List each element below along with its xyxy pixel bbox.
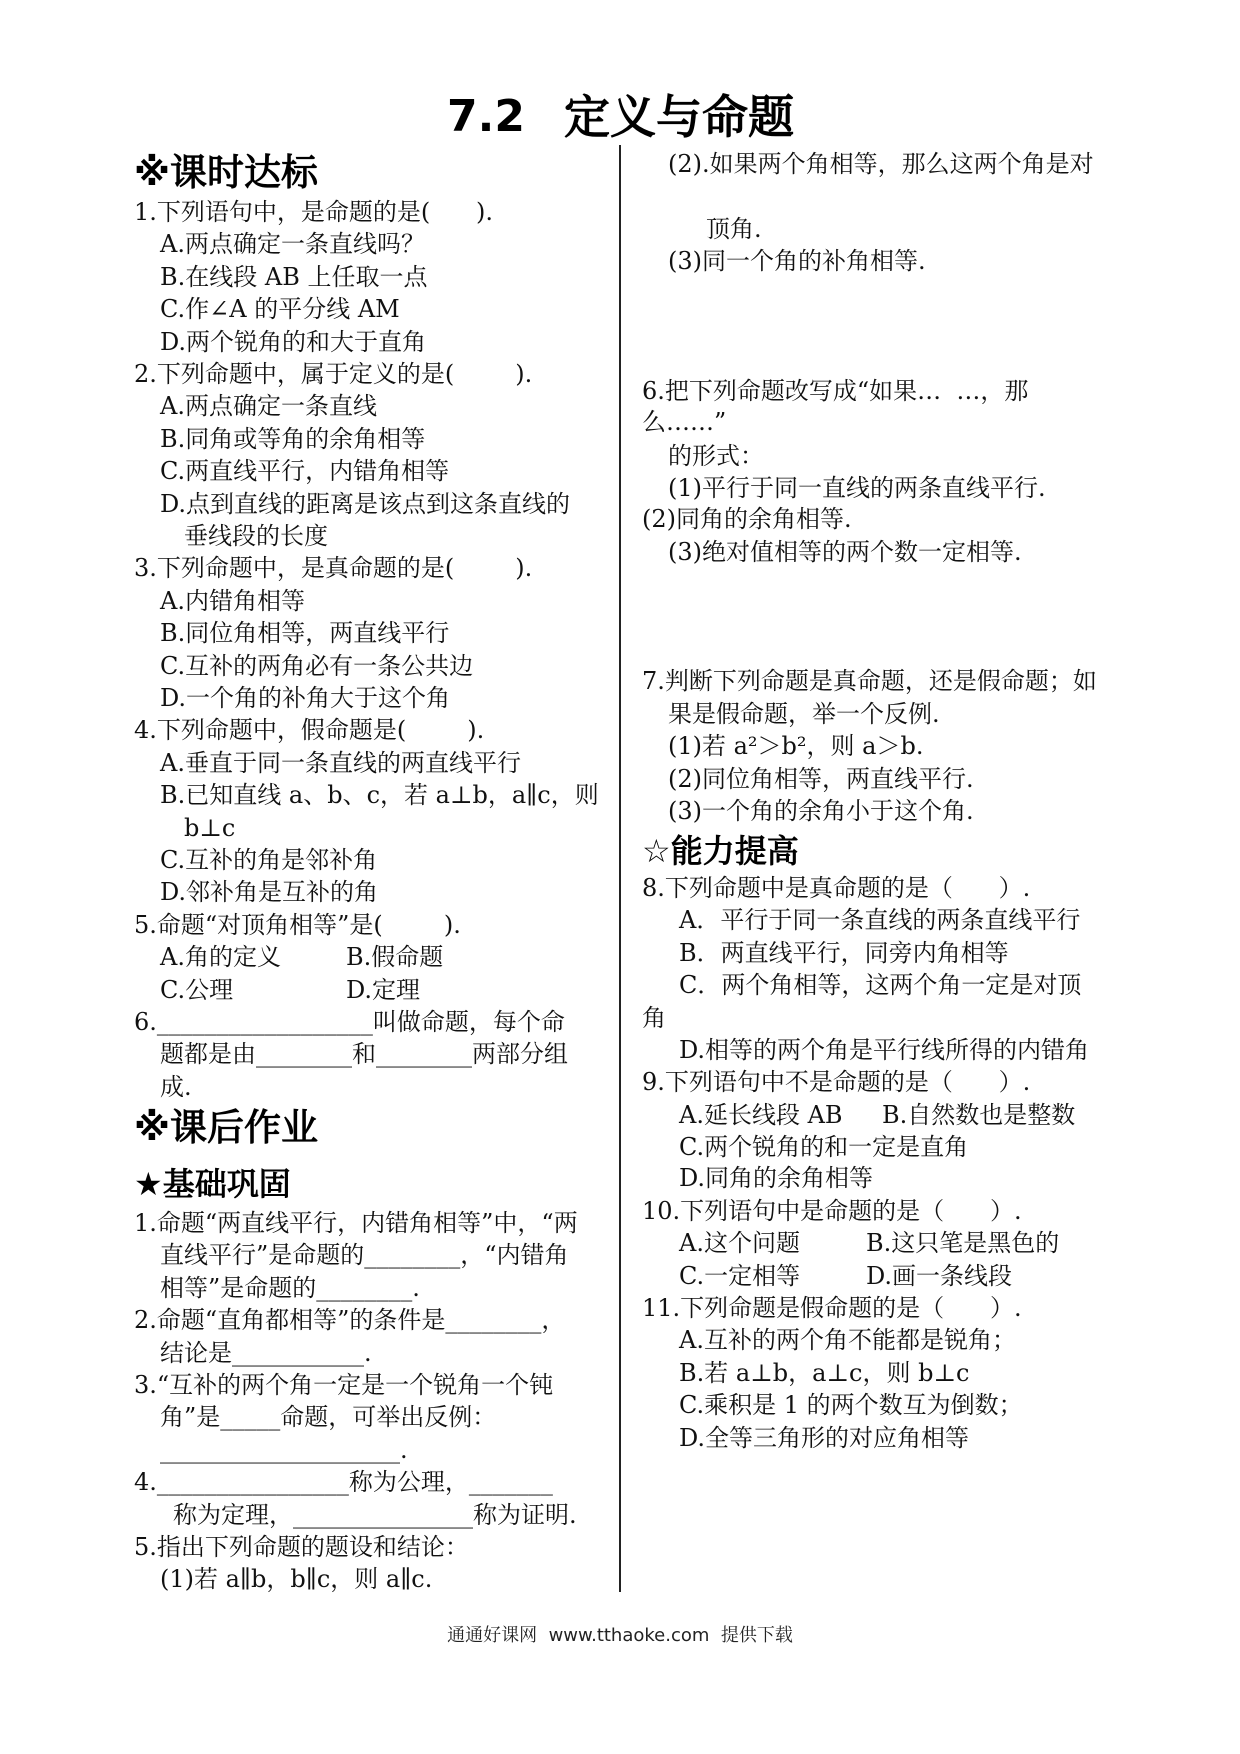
option-d: D.两个锐角的和大于直角: [160, 328, 427, 356]
option-a: A.角的定义: [160, 943, 281, 971]
option-b: B.若 a⊥b，a⊥c，则 b⊥c: [679, 1359, 970, 1387]
option-a: A.内错角相等: [160, 587, 305, 615]
subsection-heading-basic: ★基础巩固: [134, 1165, 291, 1203]
option-b: B.在线段 AB 上任取一点: [160, 263, 428, 291]
option-a: A.两点确定一条直线: [160, 392, 377, 420]
option-a: A.两点确定一条直线吗？: [160, 230, 425, 258]
question-stem: 1.下列语句中，是命题的是( ).: [134, 198, 494, 226]
option-a: A.这个问题: [679, 1229, 800, 1257]
question-line: 直线平行”是命题的________，“内错角: [160, 1241, 569, 1269]
option-c: C.互补的角是邻补角: [160, 846, 378, 874]
question-line: 6.把下列命题改写成“如果… …，那: [642, 377, 1029, 405]
option-c: C.一定相等: [679, 1262, 801, 1290]
option-c: C.两直线平行，内错角相等: [160, 457, 450, 485]
option-a: A.垂直于同一条直线的两直线平行: [160, 749, 521, 777]
question-line: 称为定理，_______________称为证明.: [173, 1501, 577, 1529]
question-line: 题都是由________和________两部分组: [160, 1040, 568, 1068]
question-line: 么……”: [642, 408, 727, 436]
question-stem: 9.下列语句中不是命题的是（ ）.: [642, 1068, 1031, 1096]
option-b-continuation: b⊥c: [184, 814, 236, 842]
section-heading-class-practice: ※课时达标: [134, 151, 318, 194]
sub-question-2: (2)同角的余角相等.: [642, 505, 852, 533]
sub-question-1: (1)若 a²＞b²，则 a＞b.: [668, 732, 924, 760]
question-line: 1.命题“两直线平行，内错角相等”中，“两: [134, 1209, 578, 1237]
option-b: B.假命题: [346, 943, 444, 971]
page-title: 定义与命题: [564, 90, 794, 144]
option-d: D.点到直线的距离是该点到这条直线的: [160, 490, 571, 518]
question-line: 3.“互补的两个角一定是一个锐角一个钝: [134, 1371, 554, 1399]
question-line: 2.命题“直角都相等”的条件是________，: [134, 1306, 566, 1334]
sub-question-3: (3)同一个角的补角相等.: [668, 247, 926, 275]
sub-question-2: (2)同位角相等，两直线平行.: [668, 765, 974, 793]
sub-question-1: (1)平行于同一直线的两条直线平行.: [668, 474, 1046, 502]
question-line: 果是假命题，举一个反例.: [668, 700, 940, 728]
subsection-heading-ability: ☆能力提高: [642, 832, 799, 870]
page-footer: 通通好课网 www.tthaoke.com 提供下载: [447, 1625, 793, 1646]
question-line: 相等”是命题的________.: [160, 1274, 420, 1302]
question-stem: 8.下列命题中是真命题的是（ ）.: [642, 874, 1031, 902]
option-a: A.延长线段 AB: [679, 1101, 843, 1129]
option-d: D.定理: [346, 976, 421, 1004]
option-d: D.全等三角形的对应角相等: [679, 1424, 970, 1452]
question-stem: 10.下列语句中是命题的是（ ）.: [642, 1197, 1022, 1225]
question-stem: 5.指出下列命题的题设和结论：: [134, 1533, 469, 1561]
option-b: B.同位角相等，两直线平行: [160, 619, 450, 647]
option-b: B.自然数也是整数: [882, 1101, 1076, 1129]
option-a: A.互补的两个角不能都是锐角；: [679, 1326, 1016, 1354]
option-c: C.两个锐角的和一定是直角: [679, 1133, 969, 1161]
sub-question-3: (3)一个角的余角小于这个角.: [668, 797, 974, 825]
option-d-continuation: 垂线段的长度: [184, 522, 328, 550]
question-line: 角”是_____命题，可举出反例：: [160, 1403, 497, 1431]
sub-question-2: (2).如果两个角相等，那么这两个角是对: [668, 150, 1094, 178]
question-line: 结论是___________.: [160, 1339, 372, 1367]
section-heading-homework: ※课后作业: [134, 1106, 318, 1149]
option-b: B.同角或等角的余角相等: [160, 425, 426, 453]
option-c-continuation: 角: [642, 1004, 666, 1032]
question-stem: 4.下列命题中，假命题是( ).: [134, 716, 485, 744]
sub-question-3: (3)绝对值相等的两个数一定相等.: [668, 538, 1022, 566]
question-stem: 3.下列命题中，是真命题的是( ).: [134, 554, 533, 582]
option-c: C.公理: [160, 976, 234, 1004]
option-b: B．两直线平行，同旁内角相等: [679, 939, 1009, 967]
option-c: C．两个角相等，这两个角一定是对顶: [679, 971, 1082, 999]
question-line: 7.判断下列命题是真命题，还是假命题；如: [642, 667, 1097, 695]
column-divider: [619, 145, 621, 1592]
question-line: 成.: [160, 1073, 192, 1101]
option-b: B.已知直线 a、b、c，若 a⊥b，a∥c，则: [160, 781, 599, 809]
option-b: B.这只笔是黑色的: [866, 1229, 1060, 1257]
option-a: A．平行于同一条直线的两条直线平行: [679, 906, 1081, 934]
question-line: 4.________________称为公理，_______: [134, 1468, 553, 1496]
option-d: D.同角的余角相等: [679, 1164, 874, 1192]
question-line: 的形式：: [668, 442, 764, 470]
question-line: 6.__________________叫做命题，每个命: [134, 1008, 565, 1036]
question-stem: 2.下列命题中，属于定义的是( ).: [134, 360, 533, 388]
title-number: 7.2: [447, 91, 525, 142]
sub-question-2-continuation: 顶角.: [706, 215, 762, 243]
option-d: D.一个角的补角大于这个角: [160, 684, 451, 712]
option-d: D.相等的两个角是平行线所得的内错角: [679, 1036, 1090, 1064]
option-d: D.邻补角是互补的角: [160, 878, 379, 906]
question-stem: 5.命题“对顶角相等”是( ).: [134, 911, 461, 939]
sub-question-1: (1)若 a∥b，b∥c，则 a∥c.: [160, 1565, 433, 1593]
answer-blank-line: ____________________.: [160, 1436, 408, 1464]
question-stem: 11.下列命题是假命题的是（ ）.: [642, 1294, 1022, 1322]
option-c: C.乘积是 1 的两个数互为倒数；: [679, 1391, 1023, 1419]
option-c: C.互补的两角必有一条公共边: [160, 652, 474, 680]
option-d: D.画一条线段: [866, 1262, 1013, 1290]
option-c: C.作∠A 的平分线 AM: [160, 295, 400, 323]
